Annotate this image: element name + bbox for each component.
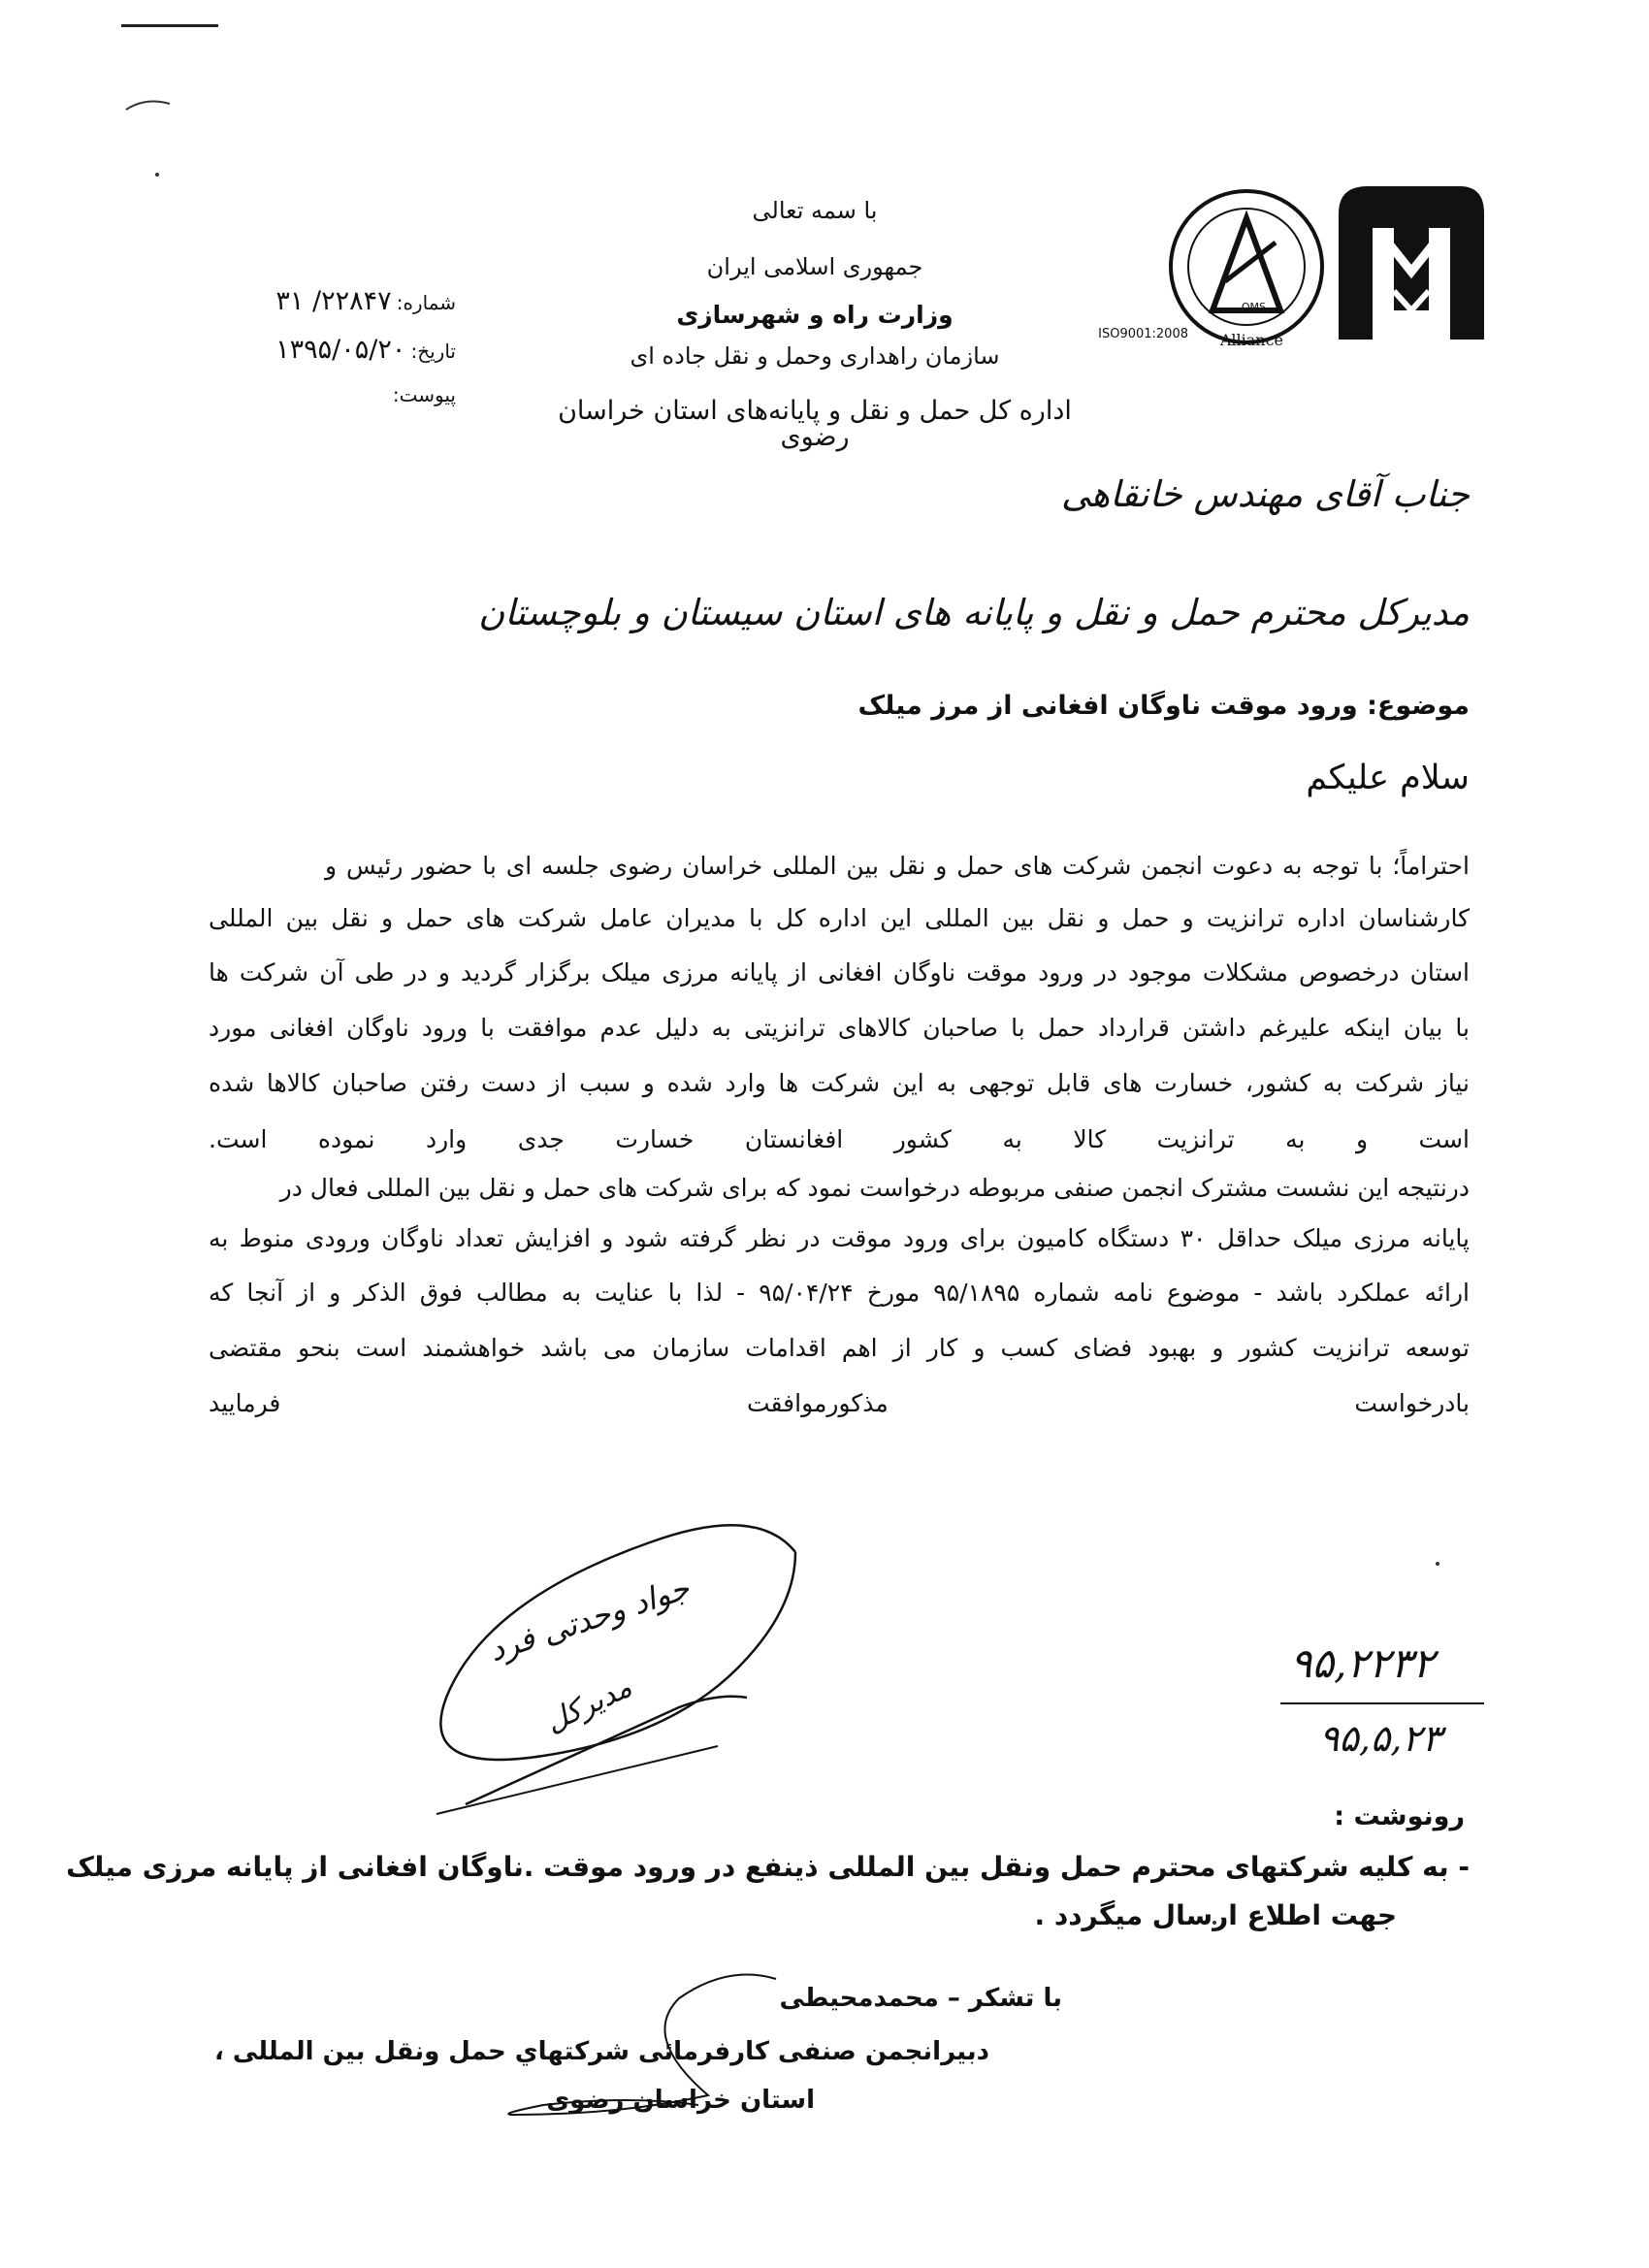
handwritten-number: ۹۵,۲۲۳۲ xyxy=(1290,1639,1435,1687)
cc-org-line-2: استان خراسان رضوی xyxy=(546,2086,815,2115)
number-label: شماره: xyxy=(396,291,456,314)
body-line: بادرخواست مذکورموافقت فرمایید xyxy=(209,1389,1470,1417)
scan-dot xyxy=(155,173,159,177)
handwritten-underline xyxy=(1280,1702,1484,1704)
body-line: نیاز شرکت به کشور، خسارت های قابل توجهی به این شرکت ها وارد شده و سبب از دست رفتن صاحبان کالاها شده xyxy=(209,1069,1470,1097)
scan-dot xyxy=(1436,1562,1439,1566)
letterhead-invocation: با سمه تعالی xyxy=(752,197,878,224)
signature-name: جواد وحدتی فرد xyxy=(484,1569,695,1669)
letter-meta xyxy=(204,286,456,432)
body-line: است و به ترانزیت کالا به کشور افغانستان خسارت جدی وارد نموده است. xyxy=(209,1125,1470,1153)
body-line: استان درخصوص مشکلات موجود در ورود موقت ناوگان افغانی از پایانه مرزی میلک برگزار گردید و در طی آن شرکت ها xyxy=(209,958,1470,987)
attachment-label: پیوست: xyxy=(392,383,456,406)
subject-line: موضوع: ورود موقت ناوگان افغانی از مرز میلک xyxy=(857,691,1470,721)
cc-line-2: جهت اطلاع ارسال میگردد . xyxy=(1034,1899,1397,1931)
cc-thanks-line: با تشکر – محمدمحیطی xyxy=(779,1984,1062,2013)
letterhead-organization: سازمان راهداری وحمل و نقل جاده ای xyxy=(630,342,1000,370)
cc-org-line-1: دبیرانجمن صنفی کارفرمائی شرکتهاي حمل ونقل بین المللی ، xyxy=(213,2037,989,2066)
cc-line-1: - به کلیه شرکتهای محترم حمل ونقل بین المللی ذینفع در ورود موقت .ناوگان افغانی از پایانه مرزی میلک xyxy=(66,1851,1470,1883)
recipient-line-1: جناب آقای مهندس خانقاهی xyxy=(1060,473,1470,515)
number-value: ۳۱ /۲۲۸۴۷ xyxy=(275,286,392,316)
date-value: ۱۳۹۵/۰۵/۲۰ xyxy=(275,335,406,365)
date-label: تاریخ: xyxy=(410,340,456,363)
letterhead-country: جمهوری اسلامی ایران xyxy=(706,253,923,280)
body-line: احتراماً؛ با توجه به دعوت انجمن شرکت های حمل و نقل بین المللی خراسان رضوی جلسه ای با حضور رئیس و xyxy=(325,852,1470,880)
scan-mark xyxy=(121,92,179,121)
seal-iso-text: ISO9001:2008 xyxy=(1098,327,1188,341)
body-line: با بیان اینکه علیرغم داشتن قرارداد حمل با صاحبان کالاهای ترانزیتی به دلیل عدم موافقت با ورود ناوگان افغانی مورد xyxy=(209,1014,1470,1042)
seal-brand-text: Alliance xyxy=(1219,331,1283,349)
cc-label: رونوشت : xyxy=(1334,1801,1465,1831)
scan-line xyxy=(121,24,218,27)
body-line: پایانه مرزی میلک حداقل ۳۰ دستگاه کامیون برای ورود موقت در نظر گرفته شود و افزایش تعداد ناوگان ورودی منوط به xyxy=(209,1224,1470,1252)
recipient-line-2: مدیرکل محترم حمل و نقل و پایانه های استان سیستان و بلوچستان xyxy=(478,592,1470,633)
seal-qms-text: QMS xyxy=(1241,301,1266,313)
letterhead-department: اداره کل حمل و نقل و پایانه‌های استان خراسان رضوی xyxy=(558,396,1072,452)
body-line: ارائه عملکرد باشد - موضوع نامه شماره ۹۵/۱۸۹۵ مورخ ۹۵/۰۴/۲۴ - لذا با عنایت به مطالب فوق الذکر و از آنجا که xyxy=(209,1279,1470,1307)
body-line: درنتیجه این نشست مشترک انجمن صنفی مربوطه درخواست نمود که برای شرکت های حمل و نقل بین المللی فعال در xyxy=(279,1174,1470,1202)
handwritten-date: ۹۵,۵,۲۳ xyxy=(1319,1717,1442,1760)
salutation: سلام علیکم xyxy=(1306,759,1470,797)
date-row xyxy=(275,335,456,365)
letterhead-ministry: وزارت راه و شهرسازی xyxy=(676,301,954,329)
signature-title: مدیرکل xyxy=(539,1669,637,1740)
signature-scribble xyxy=(427,1513,815,1824)
body-line: کارشناسان اداره ترانزیت و حمل و نقل بین المللی این اداره کل با مدیران عامل شرکت های حمل و نقل بین المللی xyxy=(209,904,1470,932)
number-row xyxy=(275,286,456,316)
body-line: توسعه ترانزیت کشور و بهبود فضای کسب و کار از اهم اقدامات سازمان می باشد خواهشمند است بنحو مقتضی xyxy=(209,1334,1470,1362)
ministry-logo xyxy=(1098,175,1489,359)
